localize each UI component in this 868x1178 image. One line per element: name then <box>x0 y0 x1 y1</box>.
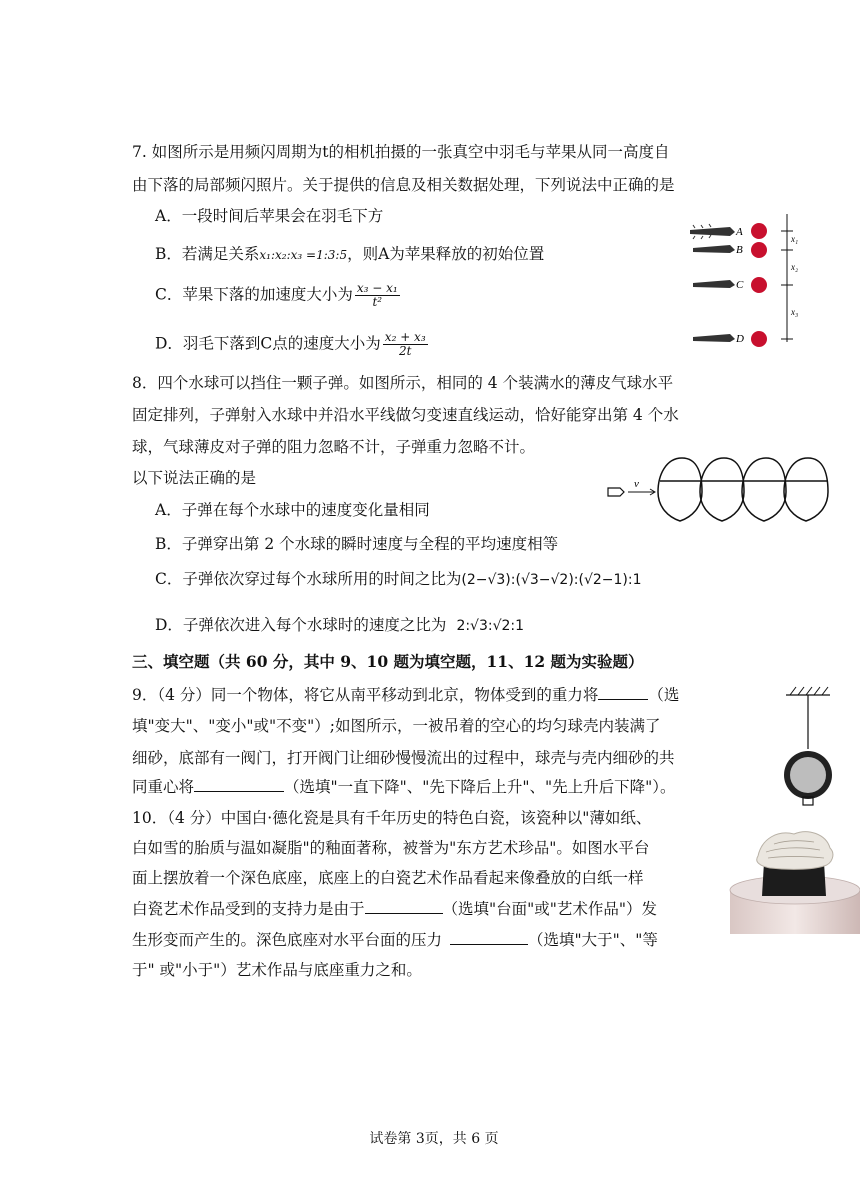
apple-d <box>751 331 767 347</box>
q7-option-c-numerator: x₃ − x₁ <box>356 281 398 295</box>
q8-option-c-prefix: C．子弹依次穿过每个水球所用的时间之比为 <box>155 570 462 588</box>
label-d: D <box>736 333 744 345</box>
q9-blank-1[interactable] <box>598 685 648 700</box>
white-porcelain-artwork <box>757 832 833 870</box>
q10-line5-suffix: （选填"大于"、"等 <box>528 931 658 949</box>
q10-line6: 于" 或"小于"）艺术作品与底座重力之和。 <box>132 961 422 979</box>
q10-blank-2[interactable] <box>450 930 528 945</box>
dim-x1: x₁ <box>791 234 799 244</box>
q7-option-c-denominator: t² <box>372 295 383 309</box>
q8-option-b: B．子弹穿出第 2 个水球的瞬时速度与全程的平均速度相等 <box>155 535 559 553</box>
q7-option-d-fraction <box>383 331 428 358</box>
sand-inside <box>790 757 826 793</box>
q9-hanging-shell-figure <box>772 683 842 808</box>
q9-line3: 细砂，底部有一阀门，打开阀门让细砂慢慢流出的过程中，球壳与壳内细砂的共 <box>132 749 675 767</box>
q10-line5-text: 生形变而产生的。深色底座对水平台面的压力 <box>132 931 443 949</box>
q8-option-c-expression: (2−√3):(√3−√2):(√2−1):1 <box>461 572 642 588</box>
q8-option-c <box>155 568 642 591</box>
q8-option-a: A．子弹在每个水球中的速度变化量相同 <box>155 501 430 519</box>
q9-line1-suffix: （选 <box>648 686 680 704</box>
q8-option-d <box>155 614 524 637</box>
balloon-4 <box>784 458 828 521</box>
q7-option-d-numerator: x₂ + x₃ <box>384 330 426 344</box>
q10-line3: 面上摆放着一个深色底座，底座上的白瓷艺术作品看起来像叠放的白纸一样 <box>132 869 644 887</box>
page-footer: 试卷第 3页，共 6 页 <box>369 1131 499 1147</box>
q10-line1: 10．（4 分）中国白·德化瓷是具有千年历史的特色白瓷，该瓷种以"薄如纸、 <box>132 809 652 827</box>
q7-option-c <box>155 282 402 309</box>
feather-d <box>693 334 735 342</box>
q9-line1 <box>132 684 679 706</box>
q8-water-balloons-figure <box>606 455 846 525</box>
q7-option-b <box>155 243 544 266</box>
q7-option-a: A．一段时间后苹果会在羽毛下方 <box>155 207 384 225</box>
q7-option-b-suffix: ，则A为苹果释放的初始位置 <box>347 245 545 263</box>
balloon-2 <box>700 458 744 521</box>
label-a: A <box>736 226 743 238</box>
q9-line1-text: 9．（4 分）同一个物体，将它从南平移动到北京，物体受到的重力将 <box>132 686 599 704</box>
q8-stem-line2: 固定排列，子弹射入水球中并沿水平线做匀变速直线运动，恰好能穿出第 4 个水 <box>132 406 679 424</box>
q8-stem-line1: 8．四个水球可以挡住一颗子弹。如图所示，相同的 4 个装满水的薄皮气球水平 <box>132 374 674 392</box>
section3-heading <box>132 651 644 673</box>
q7-stem-line1: 7. 如图所示是用频闪周期为t的相机拍摄的一张真空中羽毛与苹果从同一高度自 <box>132 143 670 161</box>
q8-option-d-prefix: D．子弹依次进入每个水球时的速度之比为 <box>155 616 447 634</box>
q7-option-c-fraction <box>355 282 400 309</box>
apple-c <box>751 277 767 293</box>
q8-stem-line3: 球，气球薄皮对子弹的阻力忽略不计，子弹重力忽略不计。 <box>132 438 536 456</box>
q9-line4-text: 同重心将 <box>132 778 195 796</box>
q7-option-b-prefix: B．若满足关系 <box>155 245 260 263</box>
q9-line2: 填"变大"、"变小"或"不变"）;如图所示，一被吊着的空心的均匀球壳内装满了 <box>132 717 661 735</box>
feather-c <box>693 280 735 288</box>
q10-blank-1[interactable] <box>365 899 443 914</box>
q10-porcelain-figure <box>728 826 860 934</box>
label-b: B <box>736 244 743 256</box>
q9-blank-2[interactable] <box>194 777 284 792</box>
q9-line4-suffix: （选填"一直下降"、"先下降后上升"、"先上升后下降"）。 <box>284 778 676 796</box>
q10-line2: 白如雪的胎质与温如凝脂"的釉面著称，被誉为"东方艺术珍品"。如图水平台 <box>132 839 650 857</box>
velocity-label: v <box>634 478 639 490</box>
q10-line5 <box>132 929 658 951</box>
q7-strobe-figure <box>685 212 805 350</box>
q9-line4 <box>132 776 676 798</box>
q10-line4-suffix: （选填"台面"或"艺术作品"）发 <box>442 900 658 918</box>
q8-stem-line4: 以下说法正确的是 <box>132 469 257 487</box>
dim-x2: x₂ <box>791 262 799 272</box>
q7-option-d <box>155 331 430 358</box>
dim-x3: x₃ <box>791 307 799 317</box>
balloon-3 <box>742 458 786 521</box>
q10-line4 <box>132 898 657 920</box>
section3-description: （共 60 分，其中 9、10 题为填空题，11、12 题为实验题） <box>209 652 644 671</box>
balloon-1 <box>658 458 702 521</box>
q7-stem-line2: 由下落的局部频闪照片。关于提供的信息及相关数据处理，下列说法中正确的是 <box>132 176 675 194</box>
q7-option-b-relation: x₁:x₂:x₃ =1:3:5 <box>259 248 348 262</box>
q10-line4-text: 白瓷艺术作品受到的支持力是由于 <box>132 900 365 918</box>
bullet-icon <box>608 488 624 496</box>
label-c: C <box>736 279 744 291</box>
feather-b <box>693 245 735 253</box>
q7-option-d-denominator: 2t <box>398 344 412 358</box>
feather-a <box>690 224 735 239</box>
section3-title: 三、填空题 <box>132 652 210 671</box>
q8-option-d-expression: 2:√3:√2:1 <box>456 618 525 634</box>
q7-option-d-prefix: D．羽毛下落到C点的速度大小为 <box>155 334 381 353</box>
apple-a <box>751 223 767 239</box>
apple-b <box>751 242 767 258</box>
q7-option-c-prefix: C．苹果下落的加速度大小为 <box>155 285 353 304</box>
